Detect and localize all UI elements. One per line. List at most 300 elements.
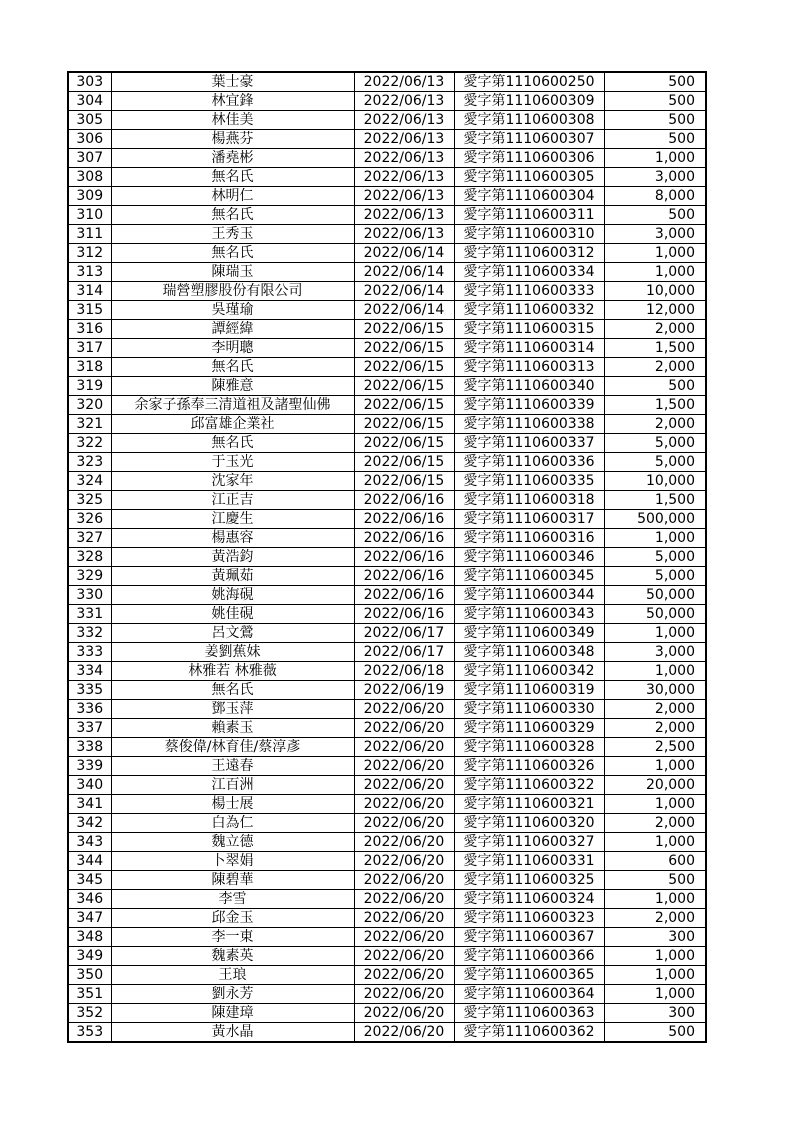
donation-date: 2022/06/16 (354, 548, 454, 567)
donor-name: 無名氏 (111, 358, 354, 377)
row-number: 345 (68, 871, 111, 890)
donation-table (67, 71, 707, 1043)
donor-name: 黃浩鈞 (111, 548, 354, 567)
donor-name: 余家子孫奉三清道祖及諸聖仙佛 (111, 396, 354, 415)
table-row (68, 301, 706, 320)
receipt-number: 愛字第1110600323 (454, 909, 604, 928)
receipt-number: 愛字第1110600322 (454, 776, 604, 795)
donation-date: 2022/06/14 (354, 263, 454, 282)
receipt-number: 愛字第1110600304 (454, 187, 604, 206)
row-number: 310 (68, 206, 111, 225)
donor-name: 無名氏 (111, 681, 354, 700)
donor-name: 江慶生 (111, 510, 354, 529)
receipt-number: 愛字第1110600367 (454, 928, 604, 947)
donor-name: 江正吉 (111, 491, 354, 510)
table-row (68, 719, 706, 738)
donor-name: 無名氏 (111, 168, 354, 187)
donation-date: 2022/06/15 (354, 453, 454, 472)
donation-amount: 1,000 (604, 662, 706, 681)
row-number: 352 (68, 1004, 111, 1023)
receipt-number: 愛字第1110600345 (454, 567, 604, 586)
donor-name: 黃水晶 (111, 1023, 354, 1043)
donor-name: 鄧玉萍 (111, 700, 354, 719)
donation-amount: 12,000 (604, 301, 706, 320)
donation-amount: 8,000 (604, 187, 706, 206)
receipt-number: 愛字第1110600319 (454, 681, 604, 700)
table-row (68, 244, 706, 263)
donation-amount: 1,000 (604, 529, 706, 548)
donation-date: 2022/06/16 (354, 529, 454, 548)
row-number: 343 (68, 833, 111, 852)
donation-date: 2022/06/15 (354, 339, 454, 358)
donation-date: 2022/06/15 (354, 472, 454, 491)
donation-date: 2022/06/13 (354, 168, 454, 187)
receipt-number: 愛字第1110600325 (454, 871, 604, 890)
row-number: 350 (68, 966, 111, 985)
donation-date: 2022/06/20 (354, 909, 454, 928)
donation-amount: 2,000 (604, 415, 706, 434)
donation-date: 2022/06/13 (354, 72, 454, 92)
donation-amount: 1,000 (604, 795, 706, 814)
receipt-number: 愛字第1110600311 (454, 206, 604, 225)
row-number: 315 (68, 301, 111, 320)
table-row (68, 947, 706, 966)
receipt-number: 愛字第1110600320 (454, 814, 604, 833)
row-number: 311 (68, 225, 111, 244)
donation-amount: 1,000 (604, 890, 706, 909)
table-row (68, 833, 706, 852)
receipt-number: 愛字第1110600308 (454, 111, 604, 130)
donor-name: 林明仁 (111, 187, 354, 206)
receipt-number: 愛字第1110600324 (454, 890, 604, 909)
table-row (68, 92, 706, 111)
donation-amount: 5,000 (604, 567, 706, 586)
row-number: 341 (68, 795, 111, 814)
receipt-number: 愛字第1110600307 (454, 130, 604, 149)
donation-date: 2022/06/20 (354, 947, 454, 966)
receipt-number: 愛字第1110600363 (454, 1004, 604, 1023)
donation-amount: 30,000 (604, 681, 706, 700)
donor-name: 魏立德 (111, 833, 354, 852)
donation-amount: 500,000 (604, 510, 706, 529)
row-number: 321 (68, 415, 111, 434)
table-row (68, 206, 706, 225)
donation-date: 2022/06/20 (354, 776, 454, 795)
receipt-number: 愛字第1110600362 (454, 1023, 604, 1043)
table-row (68, 643, 706, 662)
table-row (68, 776, 706, 795)
row-number: 318 (68, 358, 111, 377)
receipt-number: 愛字第1110600329 (454, 719, 604, 738)
receipt-number: 愛字第1110600331 (454, 852, 604, 871)
row-number: 338 (68, 738, 111, 757)
donor-name: 陳建璋 (111, 1004, 354, 1023)
donation-date: 2022/06/20 (354, 757, 454, 776)
row-number: 319 (68, 377, 111, 396)
table-row (68, 567, 706, 586)
receipt-number: 愛字第1110600364 (454, 985, 604, 1004)
row-number: 312 (68, 244, 111, 263)
receipt-number: 愛字第1110600349 (454, 624, 604, 643)
row-number: 337 (68, 719, 111, 738)
row-number: 304 (68, 92, 111, 111)
receipt-number: 愛字第1110600346 (454, 548, 604, 567)
donation-date: 2022/06/14 (354, 282, 454, 301)
row-number: 348 (68, 928, 111, 947)
donation-date: 2022/06/20 (354, 871, 454, 890)
row-number: 324 (68, 472, 111, 491)
donation-date: 2022/06/16 (354, 586, 454, 605)
donor-name: 姚海硯 (111, 586, 354, 605)
donation-amount: 1,000 (604, 833, 706, 852)
donation-date: 2022/06/20 (354, 719, 454, 738)
donation-date: 2022/06/16 (354, 491, 454, 510)
donor-name: 瑞營塑膠股份有限公司 (111, 282, 354, 301)
receipt-number: 愛字第1110600336 (454, 453, 604, 472)
donation-amount: 10,000 (604, 282, 706, 301)
receipt-number: 愛字第1110600328 (454, 738, 604, 757)
donor-name: 譚經緯 (111, 320, 354, 339)
donation-date: 2022/06/20 (354, 928, 454, 947)
receipt-number: 愛字第1110600340 (454, 377, 604, 396)
donation-amount: 500 (604, 111, 706, 130)
row-number: 326 (68, 510, 111, 529)
donation-amount: 2,000 (604, 358, 706, 377)
donation-amount: 1,000 (604, 624, 706, 643)
receipt-number: 愛字第1110600366 (454, 947, 604, 966)
row-number: 306 (68, 130, 111, 149)
row-number: 340 (68, 776, 111, 795)
row-number: 334 (68, 662, 111, 681)
row-number: 329 (68, 567, 111, 586)
row-number: 339 (68, 757, 111, 776)
donor-name: 李雪 (111, 890, 354, 909)
row-number: 330 (68, 586, 111, 605)
donation-amount: 50,000 (604, 605, 706, 624)
table-row (68, 187, 706, 206)
donation-amount: 1,000 (604, 244, 706, 263)
table-row (68, 738, 706, 757)
table-row (68, 491, 706, 510)
table-row (68, 1004, 706, 1023)
row-number: 309 (68, 187, 111, 206)
donation-amount: 300 (604, 928, 706, 947)
table-row (68, 852, 706, 871)
donor-name: 葉士豪 (111, 72, 354, 92)
donor-name: 陳碧華 (111, 871, 354, 890)
donation-amount: 1,500 (604, 396, 706, 415)
donor-name: 蔡俊偉/林育佳/蔡淳彥 (111, 738, 354, 757)
table-row (68, 72, 706, 92)
row-number: 305 (68, 111, 111, 130)
row-number: 328 (68, 548, 111, 567)
row-number: 327 (68, 529, 111, 548)
receipt-number: 愛字第1110600348 (454, 643, 604, 662)
donor-name: 邱富雄企業社 (111, 415, 354, 434)
receipt-number: 愛字第1110600334 (454, 263, 604, 282)
donation-date: 2022/06/17 (354, 624, 454, 643)
donation-date: 2022/06/20 (354, 1004, 454, 1023)
table-row (68, 966, 706, 985)
row-number: 344 (68, 852, 111, 871)
donation-date: 2022/06/16 (354, 567, 454, 586)
donation-date: 2022/06/15 (354, 320, 454, 339)
receipt-number: 愛字第1110600338 (454, 415, 604, 434)
donation-amount: 300 (604, 1004, 706, 1023)
table-row (68, 358, 706, 377)
row-number: 331 (68, 605, 111, 624)
receipt-number: 愛字第1110600339 (454, 396, 604, 415)
donation-amount: 5,000 (604, 434, 706, 453)
donor-name: 楊士展 (111, 795, 354, 814)
table-row (68, 415, 706, 434)
donation-amount: 5,000 (604, 453, 706, 472)
donor-name: 江百洲 (111, 776, 354, 795)
donation-date: 2022/06/20 (354, 795, 454, 814)
donation-amount: 1,000 (604, 263, 706, 282)
donation-amount: 2,000 (604, 320, 706, 339)
donation-date: 2022/06/20 (354, 814, 454, 833)
donation-amount: 1,500 (604, 339, 706, 358)
donation-amount: 1,000 (604, 985, 706, 1004)
table-row (68, 681, 706, 700)
donation-amount: 3,000 (604, 225, 706, 244)
donor-name: 李一東 (111, 928, 354, 947)
row-number: 333 (68, 643, 111, 662)
row-number: 325 (68, 491, 111, 510)
receipt-number: 愛字第1110600318 (454, 491, 604, 510)
donor-name: 黃珮茹 (111, 567, 354, 586)
receipt-number: 愛字第1110600313 (454, 358, 604, 377)
table-row (68, 282, 706, 301)
table-row (68, 130, 706, 149)
row-number: 320 (68, 396, 111, 415)
donation-amount: 500 (604, 206, 706, 225)
donation-date: 2022/06/14 (354, 301, 454, 320)
donor-name: 呂文鶯 (111, 624, 354, 643)
row-number: 335 (68, 681, 111, 700)
donation-date: 2022/06/13 (354, 187, 454, 206)
receipt-number: 愛字第1110600309 (454, 92, 604, 111)
donation-amount: 1,500 (604, 491, 706, 510)
donor-name: 劉永芳 (111, 985, 354, 1004)
donor-name: 無名氏 (111, 434, 354, 453)
table-row (68, 453, 706, 472)
donation-amount: 500 (604, 1023, 706, 1043)
row-number: 314 (68, 282, 111, 301)
table-row (68, 339, 706, 358)
table-row (68, 605, 706, 624)
row-number: 316 (68, 320, 111, 339)
receipt-number: 愛字第1110600333 (454, 282, 604, 301)
donor-name: 林宜鋒 (111, 92, 354, 111)
receipt-number: 愛字第1110600335 (454, 472, 604, 491)
row-number: 346 (68, 890, 111, 909)
donation-amount: 1,000 (604, 947, 706, 966)
donation-amount: 2,000 (604, 700, 706, 719)
receipt-number: 愛字第1110600315 (454, 320, 604, 339)
table-row (68, 757, 706, 776)
donation-date: 2022/06/13 (354, 111, 454, 130)
donor-name: 無名氏 (111, 244, 354, 263)
donation-amount: 3,000 (604, 643, 706, 662)
donation-amount: 600 (604, 852, 706, 871)
table-row (68, 586, 706, 605)
receipt-number: 愛字第1110600332 (454, 301, 604, 320)
donation-amount: 5,000 (604, 548, 706, 567)
donation-amount: 50,000 (604, 586, 706, 605)
receipt-number: 愛字第1110600342 (454, 662, 604, 681)
donor-name: 王琅 (111, 966, 354, 985)
donor-name: 姜劉蕉妹 (111, 643, 354, 662)
receipt-number: 愛字第1110600326 (454, 757, 604, 776)
donor-name: 李明聰 (111, 339, 354, 358)
donation-date: 2022/06/20 (354, 833, 454, 852)
table-row (68, 377, 706, 396)
donor-name: 魏素英 (111, 947, 354, 966)
row-number: 308 (68, 168, 111, 187)
donation-amount: 2,500 (604, 738, 706, 757)
donation-date: 2022/06/13 (354, 130, 454, 149)
donation-date: 2022/06/15 (354, 377, 454, 396)
table-row (68, 662, 706, 681)
receipt-number: 愛字第1110600310 (454, 225, 604, 244)
receipt-number: 愛字第1110600321 (454, 795, 604, 814)
row-number: 349 (68, 947, 111, 966)
table-row (68, 909, 706, 928)
table-row (68, 1023, 706, 1043)
donation-amount: 2,000 (604, 909, 706, 928)
table-row (68, 700, 706, 719)
receipt-number: 愛字第1110600317 (454, 510, 604, 529)
row-number: 342 (68, 814, 111, 833)
donation-date: 2022/06/13 (354, 206, 454, 225)
table-row (68, 168, 706, 187)
donation-amount: 500 (604, 871, 706, 890)
table-row (68, 814, 706, 833)
donor-name: 王遠春 (111, 757, 354, 776)
donor-name: 潘堯彬 (111, 149, 354, 168)
donation-date: 2022/06/20 (354, 985, 454, 1004)
donation-amount: 1,000 (604, 757, 706, 776)
donor-name: 姚佳硯 (111, 605, 354, 624)
table-row (68, 149, 706, 168)
donation-date: 2022/06/17 (354, 643, 454, 662)
donor-name: 林雅若 林雅薇 (111, 662, 354, 681)
receipt-number: 愛字第1110600344 (454, 586, 604, 605)
table-row (68, 111, 706, 130)
donation-amount: 500 (604, 92, 706, 111)
donor-name: 于玉光 (111, 453, 354, 472)
donation-amount: 500 (604, 72, 706, 92)
table-row (68, 871, 706, 890)
receipt-number: 愛字第1110600330 (454, 700, 604, 719)
donation-date: 2022/06/15 (354, 396, 454, 415)
receipt-number: 愛字第1110600314 (454, 339, 604, 358)
donor-name: 卜翠娟 (111, 852, 354, 871)
table-row (68, 928, 706, 947)
donor-name: 陳雅意 (111, 377, 354, 396)
donation-date: 2022/06/15 (354, 358, 454, 377)
row-number: 323 (68, 453, 111, 472)
donation-amount: 500 (604, 377, 706, 396)
table-row (68, 263, 706, 282)
donation-date: 2022/06/20 (354, 966, 454, 985)
table-row (68, 548, 706, 567)
donation-amount: 10,000 (604, 472, 706, 491)
donation-date: 2022/06/16 (354, 605, 454, 624)
donor-name: 楊燕芬 (111, 130, 354, 149)
receipt-number: 愛字第1110600337 (454, 434, 604, 453)
table-row (68, 795, 706, 814)
donor-name: 無名氏 (111, 206, 354, 225)
donation-date: 2022/06/15 (354, 415, 454, 434)
receipt-number: 愛字第1110600305 (454, 168, 604, 187)
donor-name: 白為仁 (111, 814, 354, 833)
donation-amount: 1,000 (604, 966, 706, 985)
donor-name: 吳瑾瑜 (111, 301, 354, 320)
receipt-number: 愛字第1110600316 (454, 529, 604, 548)
table-row (68, 320, 706, 339)
table-row (68, 434, 706, 453)
row-number: 353 (68, 1023, 111, 1043)
donation-date: 2022/06/20 (354, 738, 454, 757)
donation-date: 2022/06/14 (354, 244, 454, 263)
donor-name: 王秀玉 (111, 225, 354, 244)
donation-amount: 500 (604, 130, 706, 149)
donation-date: 2022/06/19 (354, 681, 454, 700)
receipt-number: 愛字第1110600327 (454, 833, 604, 852)
row-number: 317 (68, 339, 111, 358)
receipt-number: 愛字第1110600343 (454, 605, 604, 624)
receipt-number: 愛字第1110600306 (454, 149, 604, 168)
table-row (68, 396, 706, 415)
receipt-number: 愛字第1110600250 (454, 72, 604, 92)
donor-name: 賴素玉 (111, 719, 354, 738)
donation-amount: 2,000 (604, 814, 706, 833)
donation-date: 2022/06/20 (354, 1023, 454, 1043)
donation-date: 2022/06/20 (354, 890, 454, 909)
donation-date: 2022/06/16 (354, 510, 454, 529)
receipt-number: 愛字第1110600312 (454, 244, 604, 263)
receipt-number: 愛字第1110600365 (454, 966, 604, 985)
table-row (68, 225, 706, 244)
donation-date: 2022/06/15 (354, 434, 454, 453)
row-number: 332 (68, 624, 111, 643)
donor-name: 陳瑞玉 (111, 263, 354, 282)
table-row (68, 624, 706, 643)
row-number: 351 (68, 985, 111, 1004)
row-number: 322 (68, 434, 111, 453)
donation-date: 2022/06/13 (354, 92, 454, 111)
donor-name: 沈家年 (111, 472, 354, 491)
donation-amount: 3,000 (604, 168, 706, 187)
donor-name: 邱金玉 (111, 909, 354, 928)
donation-date: 2022/06/13 (354, 225, 454, 244)
donor-name: 林佳美 (111, 111, 354, 130)
row-number: 336 (68, 700, 111, 719)
table-row (68, 985, 706, 1004)
table-row (68, 890, 706, 909)
donation-date: 2022/06/20 (354, 700, 454, 719)
donation-date: 2022/06/13 (354, 149, 454, 168)
row-number: 347 (68, 909, 111, 928)
donation-amount: 1,000 (604, 149, 706, 168)
row-number: 307 (68, 149, 111, 168)
donation-date: 2022/06/18 (354, 662, 454, 681)
donor-name: 楊惠容 (111, 529, 354, 548)
row-number: 313 (68, 263, 111, 282)
